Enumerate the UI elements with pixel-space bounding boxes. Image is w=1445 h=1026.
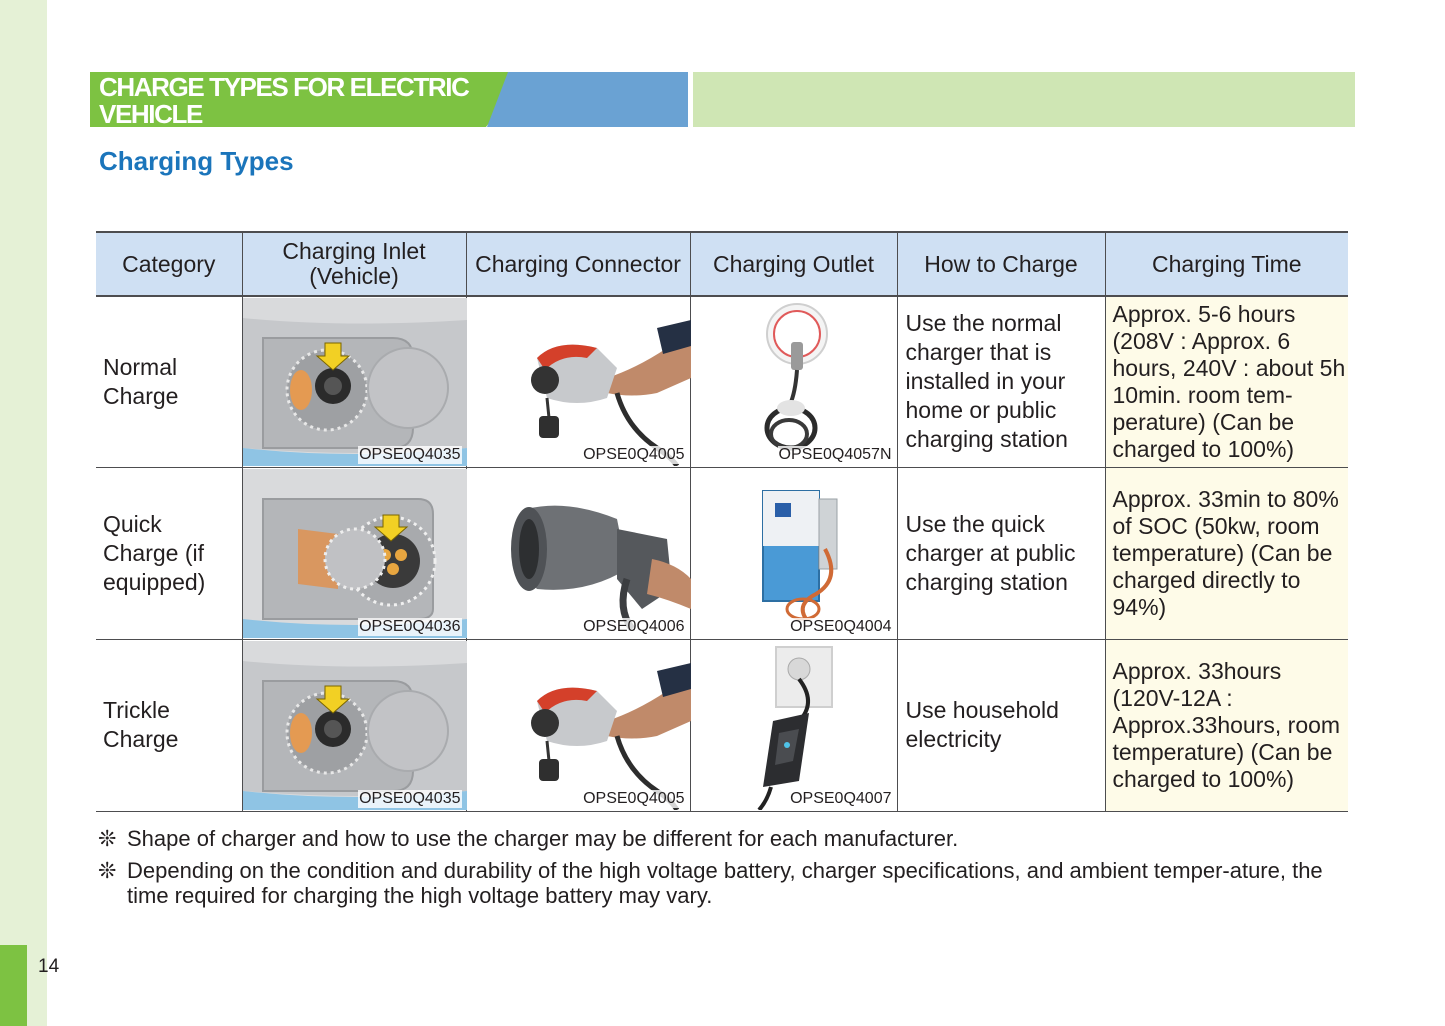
table-row: [96, 467, 1348, 639]
category-cell: [96, 296, 242, 467]
connector-image-cell: [466, 467, 690, 639]
image-code: OPSE0Q4035: [359, 445, 461, 463]
image-code: OPSE0Q4005: [583, 789, 685, 807]
how-to-charge-text: Use household electricity: [905, 697, 1059, 752]
charging-time-cell: Approx. 33min to 80% of SOC (50kw, room temperature) (Can be charged directly to 94%): [1105, 467, 1348, 639]
category-label: Trickle Charge: [103, 697, 179, 752]
charging-connector-image: [467, 641, 691, 810]
header-charging-connector: Charging Connector: [466, 232, 690, 296]
how-to-charge-cell: [897, 296, 1105, 467]
charging-outlet-image: [691, 641, 898, 810]
image-code: OPSE0Q4006: [583, 617, 685, 635]
table-header-row: [96, 232, 1348, 296]
charging-time-cell: Approx. 5-6 hours (208V : Approx. 6 hours, 240V : about 5h 10min. room tem-perature) (Can be charged to 100%): [1105, 296, 1348, 467]
note-text: Shape of charger and how to use the charger may be different for each manufacturer.: [127, 826, 959, 851]
charging-time-cell: Approx. 33hours (120V-12A : Approx.33hours, room temperature) (Can be charged to 100%): [1105, 639, 1348, 811]
category-label: Quick Charge (if equipped): [103, 510, 206, 595]
how-to-charge-text: Use the normal charger that is installed in your home or public charging station: [905, 310, 1068, 453]
table-row: [96, 296, 1348, 467]
connector-image-cell: [466, 639, 690, 811]
charging-inlet-image: [243, 298, 467, 466]
category-label: Normal Charge: [103, 353, 179, 409]
image-code: OPSE0Q4007: [790, 789, 892, 807]
image-code: OPSE0Q4036: [359, 617, 461, 635]
notes-section: [98, 826, 1348, 915]
page-number: 14: [38, 956, 60, 977]
charging-outlet-image: [691, 469, 898, 638]
note-text: Depending on the condition and durability of the high voltage battery, charger specifications, and ambient temper-ature, the time required for charging the high voltage battery may vary.: [127, 858, 1323, 908]
inlet-image-cell: [242, 467, 466, 639]
image-code: OPSE0Q4057N: [778, 445, 892, 463]
outlet-image-cell: [690, 467, 897, 639]
how-to-charge-cell: [897, 639, 1105, 811]
charging-connector-image: [467, 469, 691, 638]
header-charging-outlet: Charging Outlet: [690, 232, 897, 296]
inlet-image-cell: [242, 639, 466, 811]
image-code: OPSE0Q4004: [790, 617, 892, 635]
header-charging-inlet-label: Charging Inlet (Vehicle): [282, 238, 426, 289]
side-margin-strip: [0, 0, 47, 1026]
outlet-image-cell: [690, 296, 897, 467]
how-to-charge-cell: [897, 467, 1105, 639]
page-tab: [0, 945, 27, 1026]
table-row: [96, 639, 1348, 811]
banner-blue-block: [487, 72, 688, 127]
note-bullet-icon: ❊: [98, 826, 117, 851]
note-bullet-icon: ❊: [98, 858, 117, 883]
category-cell: [96, 467, 242, 639]
header-charging-inlet: [242, 232, 466, 296]
section-title: Charging Types: [99, 146, 294, 176]
chapter-title: CHARGE TYPES FOR ELECTRIC VEHICLE: [99, 72, 469, 129]
inlet-image-cell: [242, 296, 466, 467]
how-to-charge-text: Use the quick charger at public charging station: [905, 510, 1076, 595]
connector-image-cell: [466, 296, 690, 467]
header-charging-time: Charging Time: [1105, 232, 1348, 296]
charging-inlet-image: [243, 641, 467, 810]
category-cell: [96, 639, 242, 811]
charging-connector-image: [467, 298, 691, 466]
note-item: [98, 826, 1348, 851]
header-category: Category: [96, 232, 242, 296]
note-item: [98, 858, 1348, 908]
banner-light-block: [693, 72, 1355, 127]
charging-outlet-image: [691, 298, 898, 466]
image-code: OPSE0Q4035: [359, 789, 461, 807]
outlet-image-cell: [690, 639, 897, 811]
header-how-to-charge: How to Charge: [897, 232, 1105, 296]
charging-types-table: [96, 231, 1348, 812]
charging-inlet-image: [243, 469, 467, 638]
image-code: OPSE0Q4005: [583, 445, 685, 463]
